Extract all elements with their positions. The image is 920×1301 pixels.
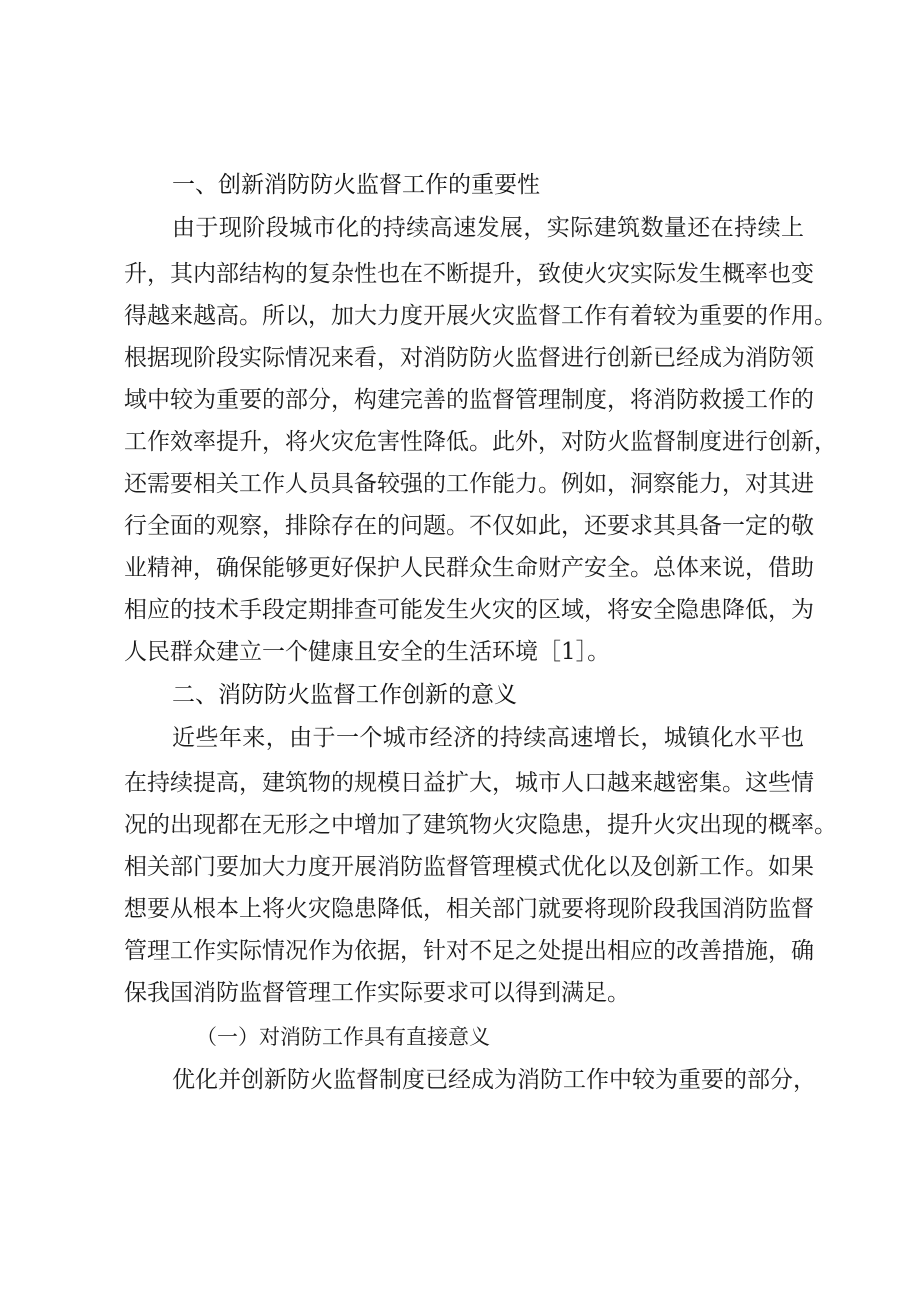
paragraph-line: 保我国消防监督管理工作实际要求可以得到满足。 <box>124 980 630 1006</box>
section-heading-1: 一、创新消防防火监督工作的重要性 <box>172 172 540 198</box>
paragraph-line: 优化并创新防火监督制度已经成为消防工作中较为重要的部分， <box>172 1067 816 1093</box>
paragraph-line: 管理工作实际情况作为依据，针对不足之处提出相应的改善措施，确 <box>124 938 814 964</box>
paragraph-line: 相关部门要加大力度开展消防监督管理模式优化以及创新工作。如果 <box>124 854 814 880</box>
paragraph-line: 行全面的观察，排除存在的问题。不仅如此，还要求其具备一定的敬 <box>124 513 814 539</box>
subsection-heading-1: （一）对消防工作具有直接意义 <box>196 1025 490 1049</box>
paragraph-line: 得越来越高。所以，加大力度开展火灾监督工作有着较为重要的作用。 <box>124 303 837 329</box>
paragraph-line: 根据现阶段实际情况来看，对消防防火监督进行创新已经成为消防领 <box>124 345 814 371</box>
paragraph-line: 还需要相关工作人员具备较强的工作能力。例如，洞察能力，对其进 <box>124 471 814 497</box>
paragraph-line: 工作效率提升，将火灾危害性降低。此外，对防火监督制度进行创新， <box>124 429 837 455</box>
paragraph-line: 升，其内部结构的复杂性也在不断提升，致使火灾实际发生概率也变 <box>124 261 814 287</box>
paragraph-line: 况的出现都在无形之中增加了建筑物火灾隐患，提升火灾出现的概率。 <box>124 812 837 838</box>
paragraph-line: 由于现阶段城市化的持续高速发展，实际建筑数量还在持续上 <box>172 215 804 241</box>
paragraph-line: 想要从根本上将火灾隐患降低，相关部门就要将现阶段我国消防监督 <box>124 896 814 922</box>
paragraph-line: 域中较为重要的部分，构建完善的监督管理制度，将消防救援工作的 <box>124 387 814 413</box>
paragraph-line: 人民群众建立一个健康且安全的生活环境［1］。 <box>124 639 611 665</box>
paragraph-line: 近些年来，由于一个城市经济的持续高速增长，城镇化水平也 <box>172 725 804 751</box>
paragraph-line: 业精神，确保能够更好保护人民群众生命财产安全。总体来说，借助 <box>124 555 814 581</box>
section-heading-2: 二、消防防火监督工作创新的意义 <box>172 682 517 708</box>
paragraph-line: 相应的技术手段定期排查可能发生火灾的区域，将安全隐患降低，为 <box>124 597 814 623</box>
paragraph-line: 在持续提高，建筑物的规模日益扩大，城市人口越来越密集。这些情 <box>124 770 814 796</box>
